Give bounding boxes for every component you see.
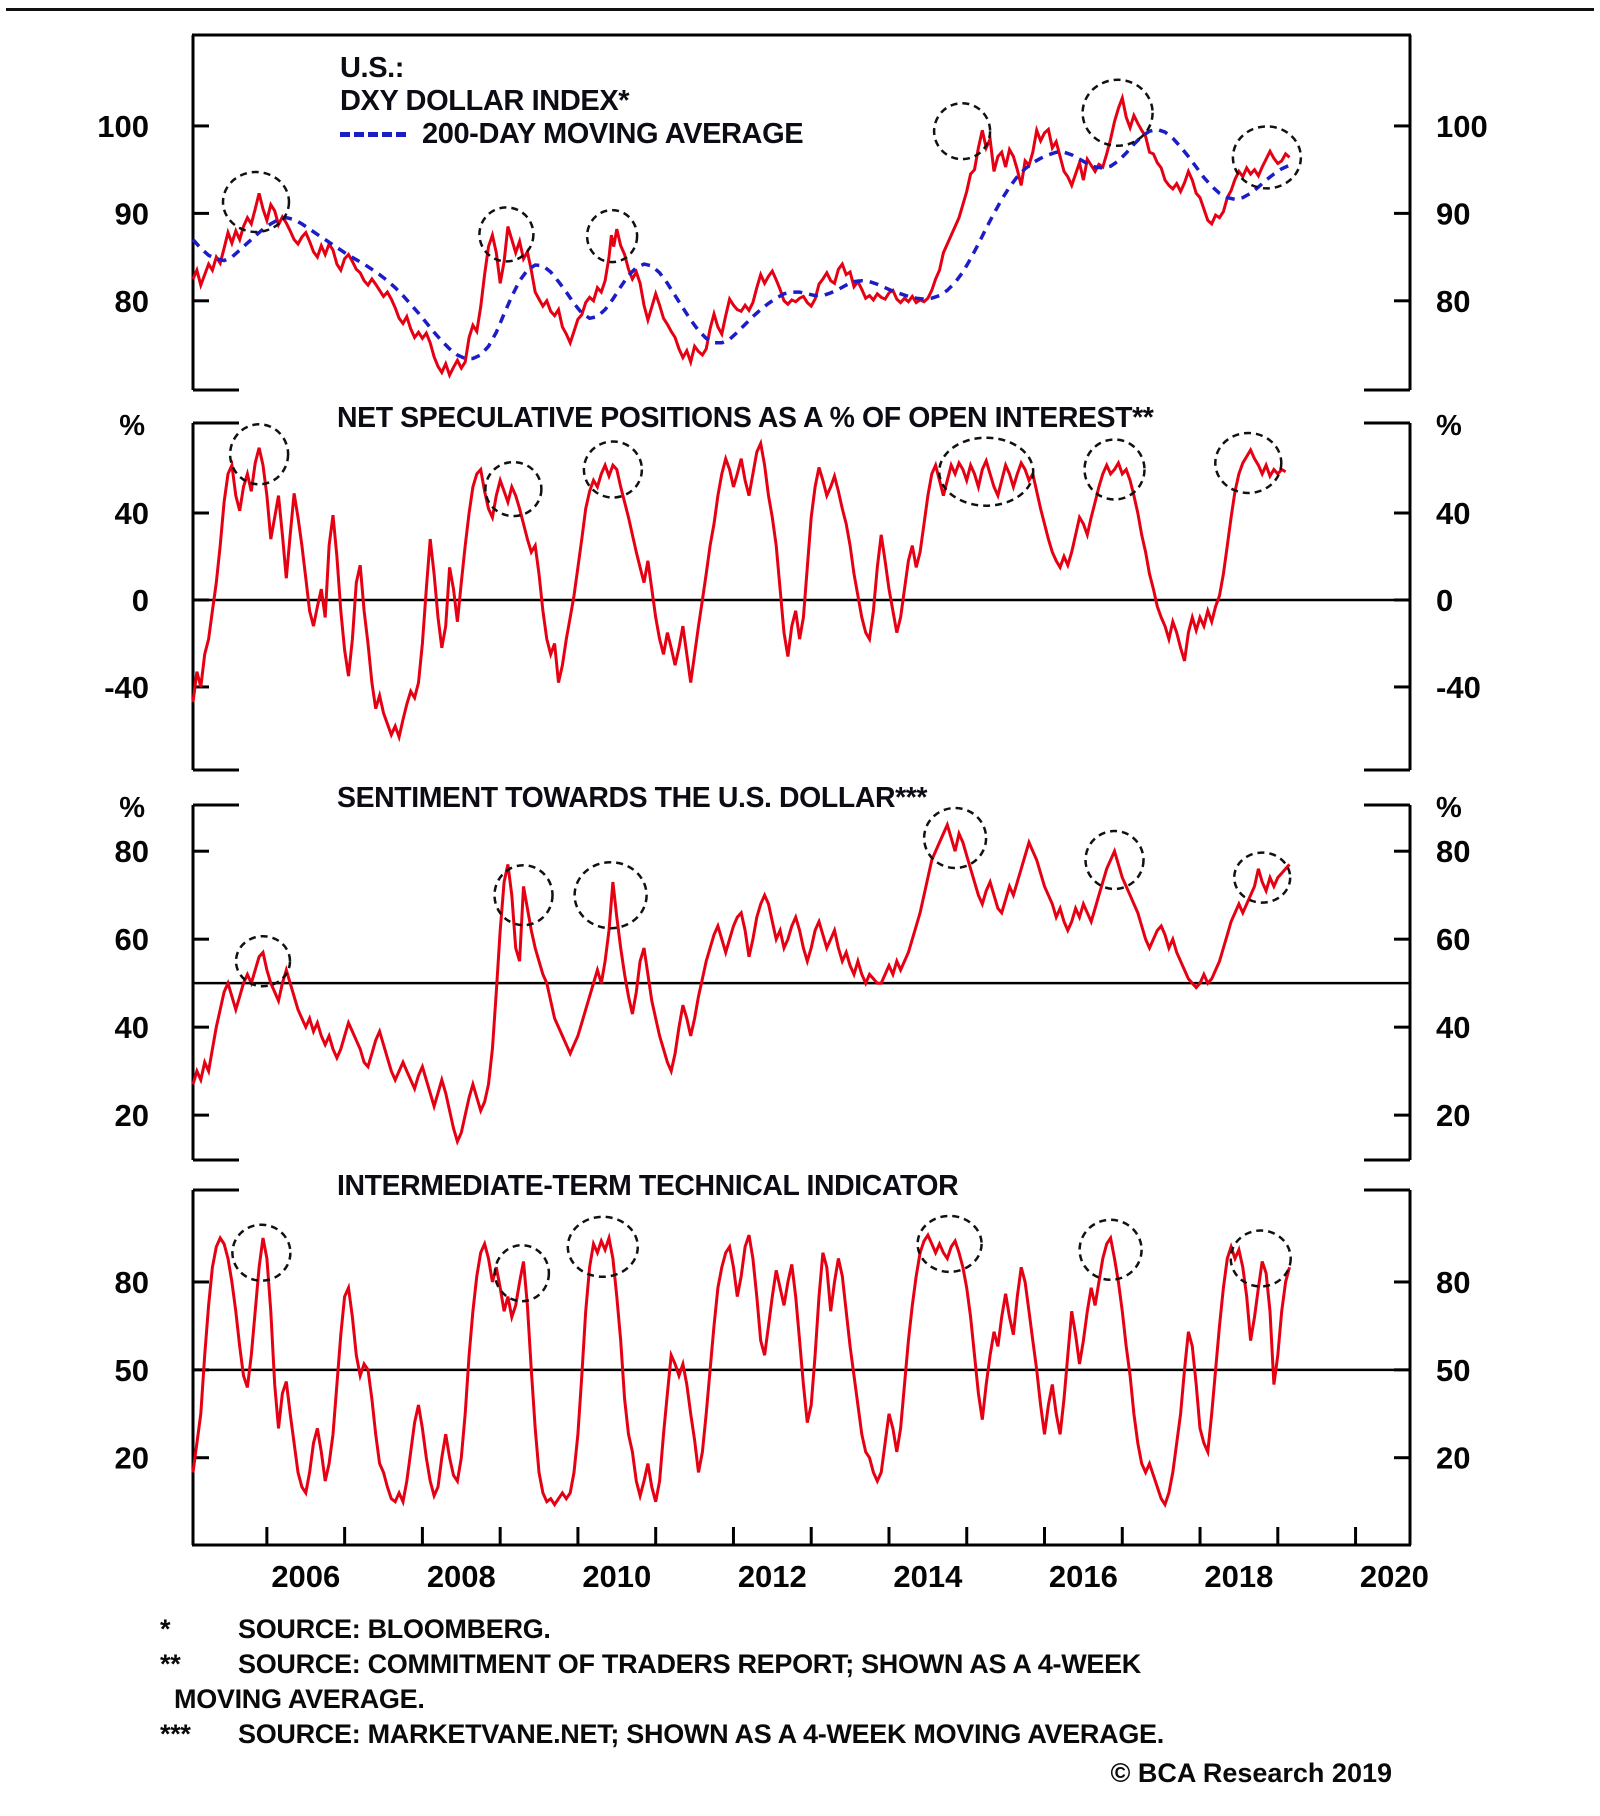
panel-2-ylabel-left: 40 xyxy=(114,496,149,532)
x-year-label: 2006 xyxy=(271,1559,341,1594)
x-year-label: 2008 xyxy=(426,1559,496,1594)
panel-3-ylabel-left: 80 xyxy=(114,834,149,870)
panel-1-ylabel-left: 90 xyxy=(114,196,149,232)
panel-2-ylabel-left: -40 xyxy=(104,669,149,705)
footnote-line xyxy=(160,1647,1340,1682)
panel-1-ylabel-left: 100 xyxy=(97,108,149,144)
legend-region-label: U.S.: xyxy=(340,52,405,84)
footnote-line xyxy=(160,1612,1340,1647)
x-year-label: 2016 xyxy=(1048,1559,1118,1594)
panel-3-annotation-circle xyxy=(1086,831,1144,889)
panel-3-ylabel-left: 60 xyxy=(114,922,149,958)
copyright-notice: © BCA Research 2019 xyxy=(1110,1758,1392,1788)
panel-1-ylabel-right: 80 xyxy=(1436,283,1471,319)
panel-3-ylabel-left: 40 xyxy=(114,1010,149,1046)
panel-2-unit-left: % xyxy=(119,410,145,442)
x-year-label: 2014 xyxy=(893,1559,963,1594)
panel-3-ylabel-right: 40 xyxy=(1436,1010,1471,1046)
footnote-marker: ** xyxy=(160,1649,181,1679)
panel-2-ylabel-right: -40 xyxy=(1436,669,1481,705)
panel-1-ylabel-right: 90 xyxy=(1436,196,1471,232)
panel-4-annotation-circle xyxy=(918,1216,982,1272)
panel-4-ylabel-left: 50 xyxy=(114,1352,149,1388)
panel-2-ylabel-right: 0 xyxy=(1436,582,1454,618)
panel-4-annotation-circle xyxy=(1080,1220,1142,1280)
panel-4-ylabel-left: 80 xyxy=(114,1264,149,1300)
x-year-label: 2018 xyxy=(1204,1559,1274,1594)
footnote-text: SOURCE: COMMITMENT OF TRADERS REPORT; SHOWN AS A 4-WEEK xyxy=(238,1649,1141,1679)
footnote-marker xyxy=(160,1682,174,1717)
footnote-line xyxy=(160,1682,1340,1717)
panel-2-unit-right: % xyxy=(1436,410,1462,442)
panel-3-unit-right: % xyxy=(1436,792,1462,824)
panel-1-ylabel-left: 80 xyxy=(114,283,149,319)
panel-2-annotation-circle xyxy=(1215,433,1281,493)
panel-4-ylabel-right: 50 xyxy=(1436,1352,1471,1388)
legend-series-label: DXY DOLLAR INDEX* xyxy=(340,85,630,117)
panel-2-ylabel-left: 0 xyxy=(131,582,149,618)
footnote-text: SOURCE: BLOOMBERG. xyxy=(238,1614,551,1644)
legend-ma-label: 200-DAY MOVING AVERAGE xyxy=(422,118,804,150)
panel-4-ylabel-right: 20 xyxy=(1436,1440,1471,1476)
panel-3-unit-left: % xyxy=(119,792,145,824)
ma-dash-swatch-icon xyxy=(340,132,406,137)
panel-3-ylabel-right: 60 xyxy=(1436,922,1471,958)
panel-2-ylabel-right: 40 xyxy=(1436,496,1471,532)
footnote-text: MOVING AVERAGE. xyxy=(174,1684,425,1714)
panel-1-series-200-day-moving-average xyxy=(193,129,1290,358)
chart-legend xyxy=(340,52,803,151)
panel-3-annotation-circle xyxy=(236,936,290,986)
panel-4-ylabel-right: 80 xyxy=(1436,1264,1471,1300)
panel-3-ylabel-left: 20 xyxy=(114,1098,149,1134)
panel-2-series-net-speculative-positions xyxy=(193,443,1286,737)
x-year-label: 2020 xyxy=(1359,1559,1429,1594)
panel-3-ylabel-right: 20 xyxy=(1436,1098,1471,1134)
panel-4-title: INTERMEDIATE-TERM TECHNICAL INDICATOR xyxy=(337,1170,959,1202)
panel-2-title: NET SPECULATIVE POSITIONS AS A % OF OPEN INTEREST** xyxy=(337,402,1154,434)
x-year-label: 2012 xyxy=(737,1559,807,1594)
panel-1-ylabel-right: 100 xyxy=(1436,108,1488,144)
footnote-marker: *** xyxy=(160,1719,191,1749)
panel-3-ylabel-right: 80 xyxy=(1436,834,1471,870)
legend-ma-row xyxy=(340,118,803,151)
x-year-label: 2010 xyxy=(582,1559,652,1594)
panel-3-title: SENTIMENT TOWARDS THE U.S. DOLLAR*** xyxy=(337,782,928,814)
footnote-marker: * xyxy=(160,1614,171,1644)
footnote-text: SOURCE: MARKETVANE.NET; SHOWN AS A 4-WEEK MOVING AVERAGE. xyxy=(238,1719,1164,1749)
footnote-line xyxy=(160,1717,1340,1752)
source-footnotes xyxy=(160,1612,1340,1752)
panel-4-ylabel-left: 20 xyxy=(114,1440,149,1476)
